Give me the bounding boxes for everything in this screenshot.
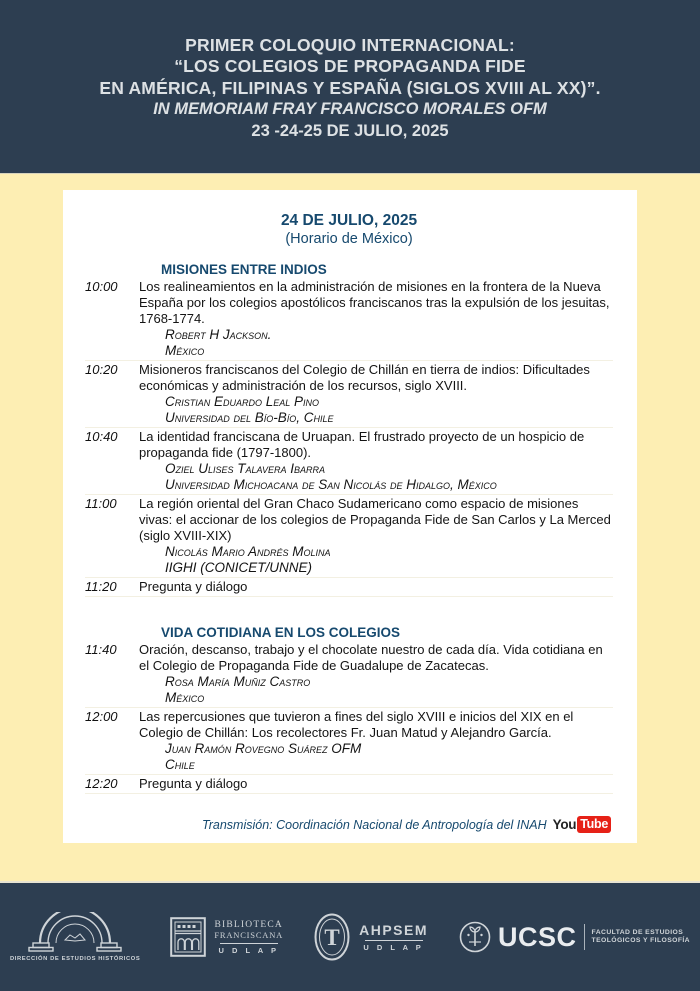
session-affiliation: Universidad del Bío-Bío, Chile <box>165 410 334 425</box>
logo-ucsc <box>458 920 690 954</box>
session-time: 11:00 <box>85 496 117 511</box>
footer-banner <box>0 881 700 991</box>
session-title: Misioneros franciscanos del Colegio de Chillán en tierra de indios: Dificultades económicas y administración de los recursos, siglo XVIII. <box>139 362 590 393</box>
logo-direccion-estudios-historicos <box>10 912 140 962</box>
schedule-row <box>85 428 613 495</box>
session-speaker: Cristian Eduardo Leal Pino <box>165 394 320 409</box>
logo-ahpsem <box>313 913 428 961</box>
section-heading: MISIONES ENTRE INDIOS <box>161 262 327 277</box>
ahpsem-seal-letter: T <box>324 925 340 950</box>
session-title: Los realineamientos en la administración de misiones en la frontera de la Nueva España por los colegios apostólicos franciscanos tras la expulsión de los jesuitas, 1768-1774. <box>139 279 610 326</box>
ahpsem-seal-icon <box>313 913 351 961</box>
session-time: 10:20 <box>85 362 118 377</box>
schedule-row <box>85 775 613 794</box>
ucsc-acronym: UCSC <box>498 921 577 952</box>
event-title-line-1: PRIMER COLOQUIO INTERNACIONAL: <box>185 34 515 55</box>
session-affiliation: Universidad Michoacana de San Nicolás de Hidalgo, México <box>165 477 497 492</box>
session-title: La región oriental del Gran Chaco Sudamericano como espacio de misiones vivas: el accionar de los colegios de Propaganda Fide de San Carlos y La Merced (siglo XVIII-XIX) <box>139 496 611 543</box>
schedule-row <box>85 278 613 361</box>
header-banner <box>0 0 700 174</box>
program-card <box>63 190 637 843</box>
schedule-row <box>85 708 613 775</box>
schedule-row <box>85 578 613 597</box>
day-title: 24 DE JULIO, 2025 <box>280 212 418 229</box>
logo-text-franciscana: FRANCISCANA <box>214 929 284 940</box>
event-title-line-3: EN AMÉRICA, FILIPINAS Y ESPAÑA (SIGLOS XVIII AL XX)”. <box>99 77 601 98</box>
session-time: 12:20 <box>85 776 118 791</box>
session-speaker: Juan Ramón Rovegno Suárez OFM <box>165 741 362 756</box>
transmission-row <box>85 816 613 833</box>
ucsc-faculty-line-1: FACULTAD DE ESTUDIOS <box>591 928 684 936</box>
session-affiliation: Chile <box>165 757 195 772</box>
session-affiliation: México <box>165 343 205 358</box>
session-title: Las repercusiones que tuvieron a fines del siglo XVIII e inicios del XIX en el Colegio de Chillán: Los recolectores Fr. Juan Matud y Alejandro García. <box>139 709 574 740</box>
session-speaker: Nicolás Mario Andrés Molina <box>165 544 331 559</box>
arch-monument-icon <box>23 912 127 954</box>
library-facade-icon <box>170 917 206 957</box>
section-vida-cotidiana <box>85 624 613 794</box>
logo-caption: DIRECCIÓN DE ESTUDIOS HISTÓRICOS <box>10 956 141 962</box>
session-speaker: Oziel Ulises Talavera Ibarra <box>165 461 326 476</box>
page-body <box>0 174 700 881</box>
logo-text-udlap: U D L A P <box>218 945 279 955</box>
section-heading: VIDA COTIDIANA EN LOS COLEGIOS <box>161 625 401 640</box>
schedule-row <box>85 495 613 578</box>
session-time: 10:40 <box>85 429 118 444</box>
session-affiliation: México <box>165 690 205 705</box>
logo-text-udlap: U D L A P <box>363 942 424 952</box>
ucsc-emblem-icon <box>458 920 492 954</box>
session-time: 10:00 <box>85 279 118 294</box>
session-time: 11:20 <box>85 579 117 594</box>
session-time: 12:00 <box>85 709 118 724</box>
session-speaker: Rosa María Muñiz Castro <box>165 674 311 689</box>
logo-text-biblioteca: BIBLIOTECA <box>214 919 283 930</box>
logo-text-ahpsem: AHPSEM <box>359 921 429 938</box>
logo-divider <box>365 940 423 941</box>
session-title: La identidad franciscana de Uruapan. El frustrado proyecto de un hospicio de propaganda fide (1797-1800). <box>139 429 585 460</box>
memoriam-line: IN MEMORIAM FRAY FRANCISCO MORALES OFM <box>153 100 547 119</box>
session-time: 11:40 <box>85 642 117 657</box>
ucsc-faculty-line-2: TEOLÓGICOS Y FILOSOFÍA <box>591 937 690 944</box>
session-speaker: Robert H Jackson. <box>165 327 272 342</box>
session-title: Pregunta y diálogo <box>139 579 248 594</box>
event-dates: 23 -24-25 DE JULIO, 2025 <box>251 121 449 140</box>
timezone-note: (Horario de México) <box>285 231 413 247</box>
logo-divider <box>220 943 278 944</box>
transmission-note: Transmisión: Coordinación Nacional de Antropología del INAH <box>202 817 547 832</box>
youtube-tube-badge: Tube <box>577 816 611 833</box>
session-affiliation: IIGHI (CONICET/UNNE) <box>165 560 312 575</box>
youtube-you-text: You <box>552 817 577 832</box>
logo-biblioteca-franciscana <box>170 917 283 957</box>
session-title: Oración, descanso, trabajo y el chocolate nuestro de cada día. Vida cotidiana en el Colegio de Propaganda Fide de Guadalupe de Zacatecas. <box>139 642 603 673</box>
youtube-logo-icon[interactable] <box>553 816 611 833</box>
section-misiones <box>85 261 613 597</box>
schedule-row <box>85 361 613 428</box>
session-title: Pregunta y diálogo <box>139 776 248 791</box>
logo-divider <box>584 924 585 950</box>
event-title-line-2: “LOS COLEGIOS DE PROPAGANDA FIDE <box>174 56 526 77</box>
schedule-row <box>85 641 613 708</box>
